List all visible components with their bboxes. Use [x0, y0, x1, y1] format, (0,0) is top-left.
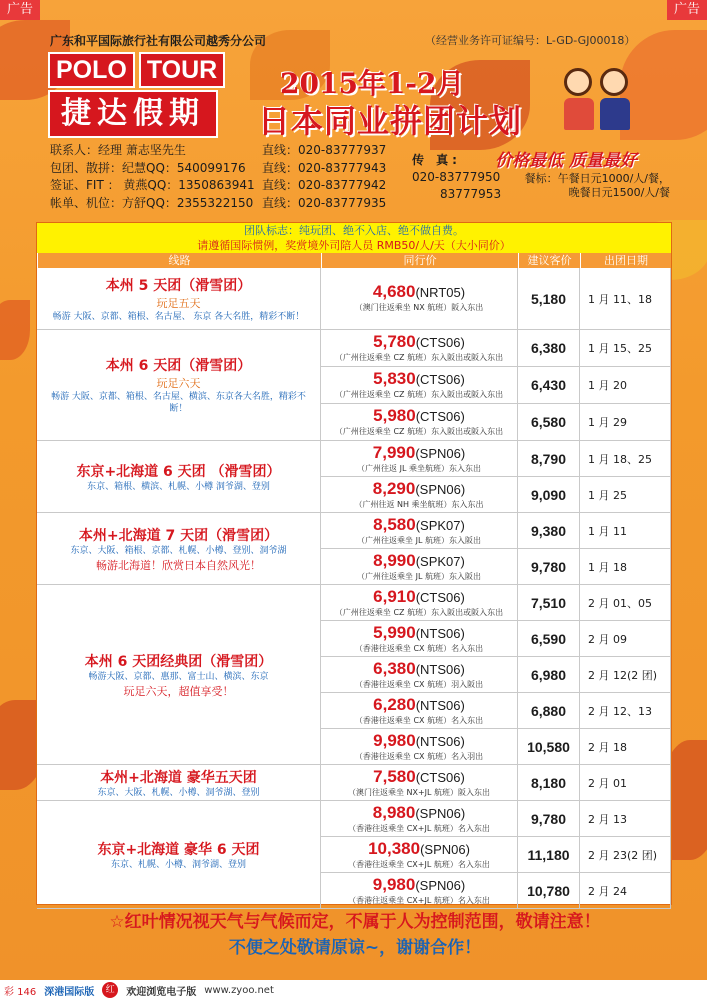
- flight-note: （澳门往返乘坐 NX+JL 航班）阪入东出: [347, 788, 491, 797]
- departure-date: 1 月 11、18: [580, 268, 671, 330]
- route-slogan: 玩足六天，超值享受！: [123, 684, 234, 698]
- route-cell: [37, 765, 321, 801]
- departure-date: 2 月 13: [580, 801, 671, 837]
- title-period: 2015年1-2月: [280, 67, 465, 100]
- trade-price-amount: 6,280: [373, 695, 416, 714]
- section-name: 深港国际版: [44, 986, 95, 998]
- meal-lunch: 餐标：午餐日元1000/人/餐，: [524, 172, 670, 185]
- price-line: [321, 551, 517, 571]
- price-line: [321, 731, 517, 751]
- price-line: [321, 369, 517, 389]
- departure-date: 2 月 18: [580, 729, 671, 765]
- price-line: [321, 839, 517, 859]
- price-line: [321, 659, 517, 679]
- route-name: 东京+北海道 豪华 6 天团: [97, 841, 260, 858]
- header-route: 线路: [37, 253, 321, 268]
- tour-code: (SPN06): [415, 806, 466, 821]
- route-places: 畅游 大阪、京都、箱根、名古屋、 东京 各大名胜，精彩不断！: [52, 311, 305, 322]
- site-url[interactable]: www.zyoo.net: [204, 984, 274, 996]
- footer-notice: ☆红叶情况视天气与气候而定，不属于人为控制范围，敬请注意！: [109, 912, 601, 932]
- title-plan: 日本同业拼团计划: [258, 102, 523, 140]
- flight-note: （香港往返乘坐 CX 航班）名入羽出: [354, 752, 484, 761]
- route-cell: [37, 330, 321, 441]
- suggested-price: 11,180: [518, 837, 580, 873]
- departure-date: 1 月 15、25: [580, 330, 671, 367]
- contact-billing-phone: 直线：020-83777935: [262, 195, 387, 210]
- trade-price-amount: 5,780: [373, 332, 416, 351]
- trade-price-amount: 5,980: [373, 406, 416, 425]
- trade-price-cell: [321, 621, 518, 657]
- tour-code: (NTS06): [415, 698, 465, 713]
- trade-price-amount: 8,580: [373, 515, 416, 534]
- tour-code: (CTS06): [415, 409, 465, 424]
- flight-note: （广州往返乘坐 CZ 航班）东入阪出或阪入东出: [334, 353, 504, 362]
- trade-price-amount: 5,990: [373, 623, 416, 642]
- tour-code: (SPK07): [415, 518, 465, 533]
- route-places: 畅游大阪、京都、惠那、富士山、横滨、东京: [88, 671, 269, 682]
- logo-tour: TOUR: [139, 52, 225, 88]
- tour-code: (CTS06): [415, 335, 465, 350]
- price-line: [321, 587, 517, 607]
- departure-date: 1 月 18: [580, 549, 671, 585]
- suggested-price: 6,430: [518, 367, 580, 404]
- departure-date: 2 月 23(2 团): [580, 837, 671, 873]
- trade-price-cell: [321, 549, 518, 585]
- price-line: [321, 332, 517, 352]
- tour-code: (CTS06): [415, 590, 465, 605]
- tour-code: (NTS06): [415, 662, 465, 677]
- flight-note: （香港往返乘坐 CX+JL 航班）名入东出: [348, 824, 490, 833]
- suggested-price: 10,780: [518, 873, 580, 909]
- route-name: 本州 5 天团（滑雪团）: [105, 277, 252, 294]
- suggested-price: 6,380: [518, 330, 580, 367]
- table-header: [37, 253, 671, 268]
- suggested-price: 6,880: [518, 693, 580, 729]
- suggested-price: 9,380: [518, 513, 580, 549]
- trade-price-cell: [321, 801, 518, 837]
- contact-visa-phone: 直线：020-83777942: [262, 178, 387, 192]
- license-number: （经营业务许可证编号：L-GD-GJ00018）: [425, 34, 636, 47]
- trade-price-amount: 8,980: [372, 803, 416, 822]
- route-play: 玩足五天: [156, 296, 201, 310]
- departure-date: 1 月 20: [580, 367, 671, 404]
- polo-tour-logo: [48, 52, 218, 132]
- departure-date: 2 月 12、13: [580, 693, 671, 729]
- tour-code: (SPN06): [420, 842, 470, 857]
- suggested-price: 9,780: [518, 549, 580, 585]
- departure-date: 1 月 18、25: [580, 441, 671, 477]
- departure-date: 1 月 11: [580, 513, 671, 549]
- trade-price-cell: [321, 441, 518, 477]
- route-places: 东京、札幌、小樽、洞爷湖、登别: [110, 859, 246, 870]
- tour-table-panel: [36, 222, 672, 958]
- ad-label-left: 广告: [0, 0, 40, 20]
- trade-price-amount: 4,680: [372, 282, 416, 301]
- kids-illustration: [560, 62, 640, 142]
- header-departure-date: 出团日期: [580, 253, 671, 268]
- departure-date: 2 月 01: [580, 765, 671, 801]
- route-name: 东京+北海道 6 天团 （滑雪团）: [76, 463, 281, 480]
- route-play: 玩足六天: [156, 377, 201, 390]
- suggested-price: 6,590: [518, 621, 580, 657]
- flight-note: （澳门往返乘坐 NX 航班）阪入东出: [354, 303, 484, 312]
- tour-code: (SPK07): [415, 554, 465, 569]
- route-places: 畅游 大阪、京都、箱根、名古屋、横滨、东京各大名胜，精彩不断！: [51, 392, 306, 414]
- route-cell: [37, 801, 321, 909]
- price-line: [321, 695, 517, 715]
- departure-date: 2 月 09: [580, 621, 671, 657]
- route-slogan: 畅游北海道！欣赏日本自然风光！: [96, 558, 261, 572]
- route-name: 本州 6 天团经典团（滑雪团）: [84, 653, 273, 670]
- suggested-price: 6,580: [518, 404, 580, 441]
- route-name: 本州+北海道 豪华五天团: [100, 769, 257, 786]
- route-places: 东京、大阪、札幌、小樽、洞爷湖、登别: [97, 787, 260, 798]
- fax-number-2: 83777953: [440, 187, 502, 201]
- slogan: 价格最低 质量最好: [495, 151, 637, 171]
- departure-date: 2 月 01、05: [580, 585, 671, 621]
- footer-thanks: 不便之处敬请原谅~，谢谢合作！: [228, 938, 482, 958]
- route-places: 东京、大阪、箱根、京都、札幌、小樽、登别、洞爷湖: [70, 545, 287, 556]
- contact-billing: 帐单、机位：方舒QQ：2355322150: [50, 195, 254, 210]
- route-cell: [37, 441, 321, 513]
- suggested-price: 9,780: [518, 801, 580, 837]
- price-line: [321, 875, 517, 895]
- trade-price-cell: [321, 693, 518, 729]
- trade-price-cell: [321, 657, 518, 693]
- flight-note: （广州往返乘坐 CZ 航班）东入阪出或阪入东出: [334, 427, 504, 436]
- fax-number-1: 020-83777950: [412, 170, 501, 184]
- red-badge-icon: 红: [102, 982, 118, 998]
- suggested-price: 10,580: [518, 729, 580, 765]
- flight-note: （广州往返乘坐 JL 航班）东入阪出: [357, 536, 481, 545]
- tour-code: (CTS06): [415, 372, 465, 387]
- flight-note: （广州往返 NH 乘坐航班）东入东出: [354, 500, 484, 509]
- trade-price-amount: 8,290: [372, 479, 416, 498]
- trade-price-cell: [321, 367, 518, 404]
- price-line: [321, 623, 517, 643]
- tour-code: (SPN06): [415, 446, 466, 461]
- tour-code: (NTS06): [415, 626, 465, 641]
- route-cell: [37, 513, 321, 585]
- price-line: [321, 767, 517, 787]
- trade-price-cell: [321, 837, 518, 873]
- contact-list: [50, 142, 386, 212]
- fax-label: 传 真:: [412, 153, 461, 167]
- trade-price-cell: [321, 585, 518, 621]
- trade-price-amount: 6,380: [373, 659, 416, 678]
- bottom-bar: [0, 980, 707, 1000]
- trade-price-amount: 10,380: [368, 839, 421, 858]
- price-line: [321, 443, 517, 463]
- departure-date: 1 月 25: [580, 477, 671, 513]
- meal-dinner: 晚餐日元1500/人/餐: [568, 186, 670, 199]
- price-line: [321, 803, 517, 823]
- route-name: 本州+北海道 7 天团（滑雪团）: [78, 527, 279, 544]
- flight-note: （香港往返乘坐 CX+JL 航班）名入东出: [348, 896, 490, 905]
- header-suggested-price: 建议客价: [518, 253, 580, 268]
- notice-line-1: 团队标志：纯玩团、绝不入店、绝不做自费。: [244, 224, 464, 237]
- trade-price-amount: 7,580: [373, 767, 416, 786]
- trade-price-amount: 8,990: [373, 551, 416, 570]
- suggested-price: 7,510: [518, 585, 580, 621]
- flight-note: （广州往返 JL 乘坐航班）东入东出: [357, 464, 481, 473]
- tour-code: (SPN06): [415, 878, 466, 893]
- flight-note: （香港往返乘坐 CX+JL 航班）名入东出: [348, 860, 490, 869]
- trade-price-cell: [321, 729, 518, 765]
- tour-code: (NRT05): [415, 285, 466, 300]
- trade-price-cell: [321, 477, 518, 513]
- route-cell: [37, 585, 321, 765]
- flight-note: （香港往返乘坐 CX 航班）名入东出: [354, 644, 484, 653]
- fax-block: [412, 152, 501, 203]
- trade-price-amount: 9,980: [373, 731, 416, 750]
- departure-date: 2 月 24: [580, 873, 671, 909]
- flight-note: （香港往返乘坐 CX 航班）名入东出: [354, 716, 484, 725]
- flight-note: （广州往返乘坐 CZ 航班）东入阪出或阪入东出: [334, 390, 504, 399]
- tour-code: (SPN06): [415, 482, 466, 497]
- logo-polo: POLO: [48, 52, 135, 88]
- contact-manager: 联系人：经理 萧志坚先生: [50, 143, 186, 157]
- trade-price-cell: [321, 765, 518, 801]
- company-name: 广东和平国际旅行社有限公司越秀分公司: [50, 34, 267, 48]
- logo-jieda: 捷达假期: [48, 90, 218, 138]
- trade-price-amount: 7,990: [372, 443, 416, 462]
- departure-date: 2 月 12(2 团): [580, 657, 671, 693]
- suggested-price: 5,180: [518, 268, 580, 330]
- header-trade-price: 同行价: [321, 253, 518, 268]
- price-line: [321, 515, 517, 535]
- flight-note: （广州往返乘坐 JL 航班）东入阪出: [357, 572, 481, 581]
- meal-standard: [520, 172, 670, 200]
- contact-visa: 签证、FIT ： 黄燕QQ：1350863941: [50, 178, 255, 192]
- departure-date: 1 月 29: [580, 404, 671, 441]
- route-places: 东京、箱根、横滨、札幌、小樽 洞爷湖、登别: [87, 481, 270, 492]
- page-number: 彩 146: [4, 986, 37, 998]
- notice-line-2: 请遵循国际惯例，奖赏境外司陪人员 RMB50/人/天（大小同价）: [197, 239, 511, 252]
- ad-label-right: 广告: [667, 0, 707, 20]
- route-name: 本州 6 天团（滑雪团）: [105, 358, 252, 374]
- trade-price-cell: [321, 873, 518, 909]
- suggested-price: 9,090: [518, 477, 580, 513]
- trade-price-amount: 5,830: [373, 369, 416, 388]
- welcome-text: 欢迎浏览电子版: [126, 986, 197, 998]
- price-line: [321, 479, 517, 499]
- route-cell: [37, 268, 321, 330]
- suggested-price: 6,980: [518, 657, 580, 693]
- tour-code: (CTS06): [415, 770, 465, 785]
- trade-price-amount: 6,910: [373, 587, 416, 606]
- flight-note: （香港往返乘坐 CX 航班）羽入阪出: [354, 680, 484, 689]
- suggested-price: 8,790: [518, 441, 580, 477]
- trade-price-cell: [321, 330, 518, 367]
- contact-manager-phone: 直线：020-83777937: [262, 143, 387, 157]
- trade-price-amount: 9,980: [372, 875, 416, 894]
- contact-group-phone: 直线：020-83777943: [262, 160, 387, 175]
- trade-price-cell: [321, 268, 518, 330]
- notice-banner: [37, 223, 671, 253]
- trade-price-cell: [321, 513, 518, 549]
- price-line: [321, 406, 517, 426]
- trade-price-cell: [321, 404, 518, 441]
- flight-note: （广州往返乘坐 CZ 航班）东入阪出或阪入东出: [334, 608, 504, 617]
- contact-group: 包团、散拼：纪慧QQ：540099176: [50, 160, 246, 175]
- price-line: [321, 282, 517, 302]
- suggested-price: 8,180: [518, 765, 580, 801]
- tour-code: (NTS06): [415, 734, 465, 749]
